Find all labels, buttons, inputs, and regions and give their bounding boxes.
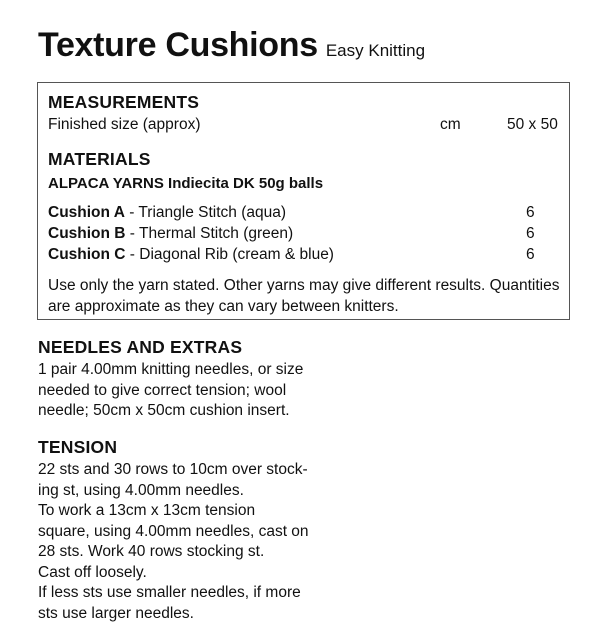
tension-heading: TENSION xyxy=(38,437,118,457)
cushion-b-qty: 6 xyxy=(526,225,535,242)
needles-section xyxy=(38,337,318,422)
tension-line: square, using 4.00mm needles, cast on xyxy=(38,522,309,540)
tension-line: If less sts use smaller needles, if more xyxy=(38,584,301,601)
needles-heading: NEEDLES AND EXTRAS xyxy=(38,337,243,357)
measurements-label: Finished size (approx) xyxy=(48,116,201,133)
cushion-c-name: Cushion C xyxy=(48,246,126,263)
cushion-c-row xyxy=(48,245,334,265)
yarn-note: Use only the yarn stated. Other yarns may give different results. Quantities are approximate as they can vary between knitters. xyxy=(48,277,560,315)
tension-section xyxy=(38,437,318,624)
cushion-c-qty: 6 xyxy=(526,246,535,263)
tension-line: 22 sts and 30 rows to 10cm over stock- xyxy=(38,461,308,478)
tension-text xyxy=(38,460,318,624)
tension-line: ing st, using 4.00mm needles. xyxy=(38,481,244,499)
needles-line: needed to give correct tension; wool xyxy=(38,381,287,399)
cushion-a-name: Cushion A xyxy=(48,204,125,221)
materials-heading: MATERIALS xyxy=(48,149,151,169)
cushion-a-row xyxy=(48,203,286,223)
measurements-unit: cm xyxy=(440,116,461,133)
tension-line: Cast off loosely. xyxy=(38,563,147,581)
needles-line: 1 pair 4.00mm knitting needles, or size xyxy=(38,361,304,378)
measurements-value: 50 x 50 xyxy=(507,116,558,133)
measurements-materials-box xyxy=(37,82,570,320)
tension-line: sts use larger needles. xyxy=(38,604,194,622)
cushion-c-desc: - Diagonal Rib (cream & blue) xyxy=(125,246,334,263)
page-header xyxy=(38,26,425,65)
yarn-name: ALPACA YARNS Indiecita DK 50g balls xyxy=(48,175,324,192)
cushion-b-name: Cushion B xyxy=(48,225,126,242)
tension-line: 28 sts. Work 40 rows stocking st. xyxy=(38,543,265,560)
page-subtitle: Easy Knitting xyxy=(325,41,426,60)
needles-line: needle; 50cm x 50cm cushion insert. xyxy=(38,402,290,419)
measurements-heading: MEASUREMENTS xyxy=(48,92,200,112)
tension-line: To work a 13cm x 13cm tension xyxy=(38,502,256,519)
page-title: Texture Cushions xyxy=(38,26,318,64)
cushion-b-row xyxy=(48,224,293,244)
needles-text xyxy=(38,360,318,422)
cushion-a-qty: 6 xyxy=(526,204,535,221)
cushion-b-desc: - Thermal Stitch (green) xyxy=(125,225,294,242)
cushion-a-desc: - Triangle Stitch (aqua) xyxy=(124,204,287,221)
